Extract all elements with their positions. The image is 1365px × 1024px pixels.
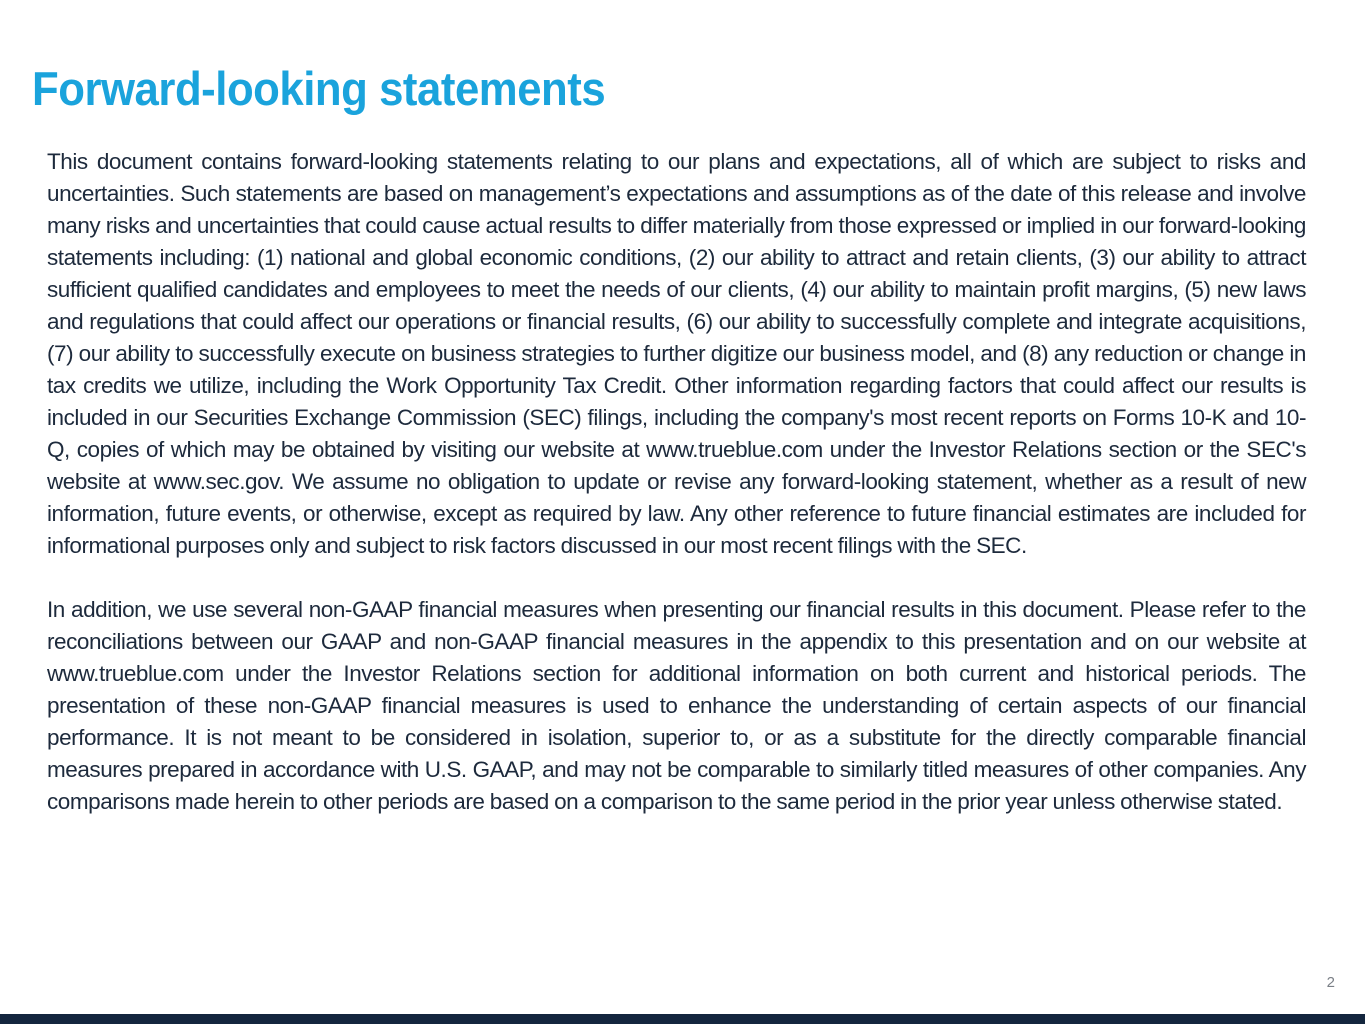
page-number: 2 (1326, 974, 1335, 991)
forward-looking-paragraph: This document contains forward-looking statements relating to our plans and expectations, all of which are subject to risks and uncertainties. Such statements are based on management’s expectations and assumptions as of the date of this release and involve many risks and uncertainties that could cause actual results to differ materially from those expressed or implied in our forward-looking statements including: (1) national and global economic conditions, (2) our ability to attract and retain clients, (3) our ability to attract sufficient qualified candidates and employees to meet the needs of our clients, (4) our ability to maintain profit margins, (5) new laws and regulations that could affect our operations or financial results, (6) our ability to successfully complete and integrate acquisitions, (7) our ability to successfully execute on business strategies to further digitize our business model, and (8) any reduction or change in tax credits we utilize, including the Work Opportunity Tax Credit. Other information regarding factors that could affect our results is included in our Securities Exchange Commission (SEC) filings, including the company's most recent reports on Forms 10-K and 10-Q, copies of which may be obtained by visiting our website at www.trueblue.com under the Investor Relations section or the SEC's website at www.sec.gov. We assume no obligation to update or revise any forward-looking statement, whether as a result of new information, future events, or otherwise, except as required by law. Any other reference to future financial estimates are included for informational purposes only and subject to risk factors discussed in our most recent filings with the SEC. (47, 149, 1306, 558)
footer-bar (0, 1014, 1365, 1024)
slide-title: Forward-looking statements (32, 62, 606, 115)
body-text (47, 146, 1306, 818)
non-gaap-paragraph: In addition, we use several non-GAAP financial measures when presenting our financial results in this document. Please refer to the reconciliations between our GAAP and non-GAAP financial measures in the appendix to this presentation and on our website at www.trueblue.com under the Investor Relations section for additional information on both current and historical periods. The presentation of these non-GAAP financial measures is used to enhance the understanding of certain aspects of our financial performance. It is not meant to be considered in isolation, superior to, or as a substitute for the directly comparable financial measures prepared in accordance with U.S. GAAP, and may not be comparable to similarly titled measures of other companies. Any comparisons made herein to other periods are based on a comparison to the same period in the prior year unless otherwise stated. (47, 597, 1306, 814)
